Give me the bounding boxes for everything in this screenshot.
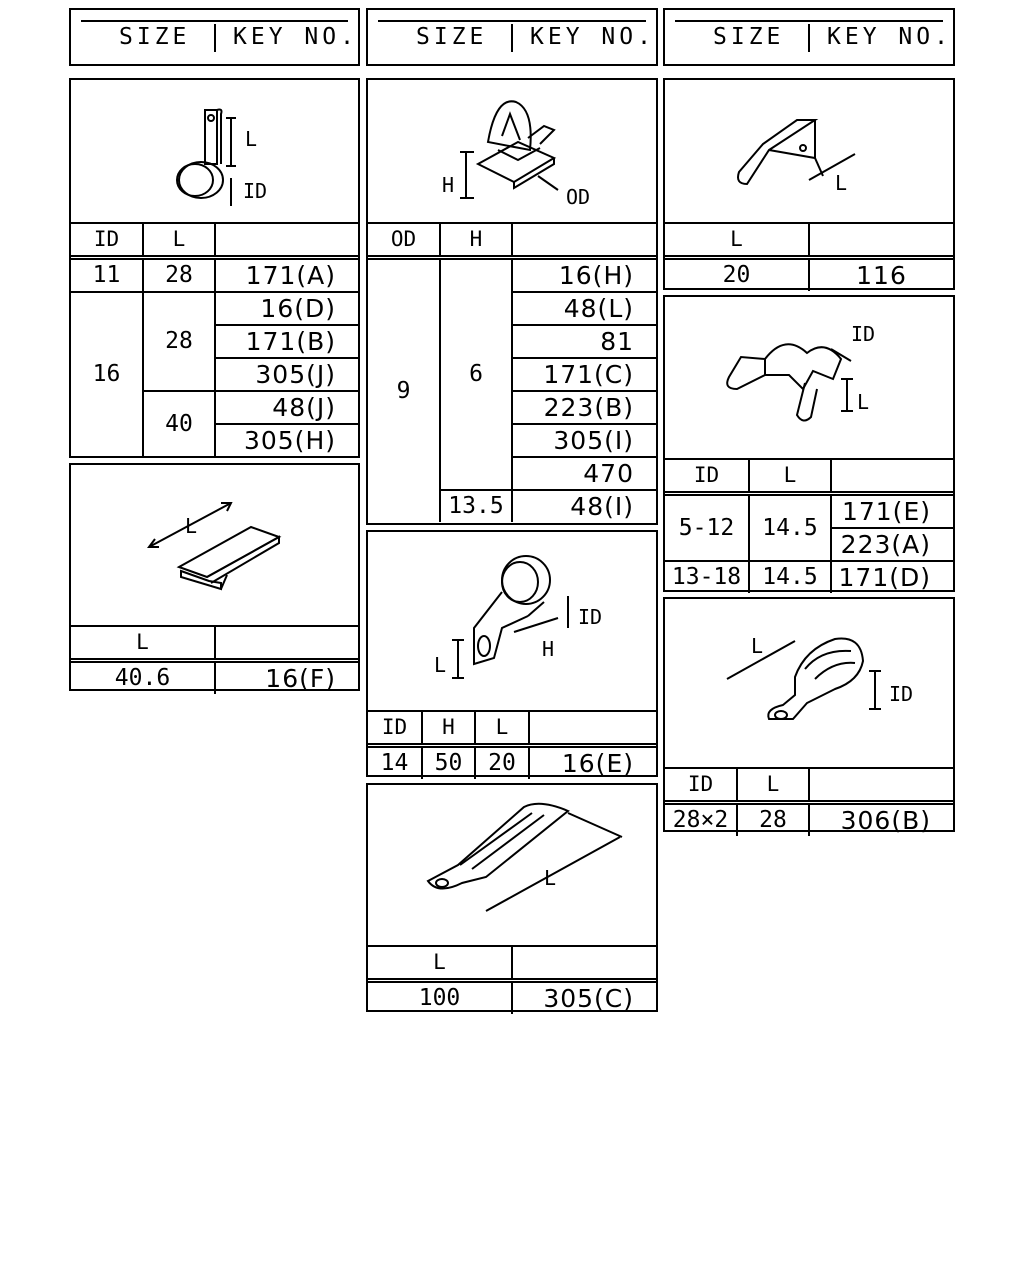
dim-l: L xyxy=(751,634,764,658)
col-l: L xyxy=(368,946,512,981)
cell-key: 81 xyxy=(512,325,656,358)
flat-clip-table xyxy=(71,625,358,694)
cell-h: 13.5 xyxy=(440,490,512,522)
flat-clip-figure xyxy=(71,465,358,625)
cell-id: 16 xyxy=(71,292,143,456)
double-clamp-table xyxy=(665,767,953,836)
size-header: SIZE xyxy=(416,24,488,50)
cell-key: 306(B) xyxy=(809,803,953,837)
column-header-3 xyxy=(663,8,955,66)
col-key xyxy=(809,768,953,803)
double-clamp-figure xyxy=(665,599,953,767)
col-key xyxy=(809,223,953,258)
panel-push-clip xyxy=(366,78,658,525)
cell-id: 28×2 xyxy=(665,803,737,837)
col-l: L xyxy=(665,223,809,258)
dim-od: OD xyxy=(566,185,591,209)
cell-key: 16(E) xyxy=(529,746,656,780)
col-l: L xyxy=(737,768,809,803)
cell-l: 20 xyxy=(475,746,529,780)
angle-clip-table xyxy=(665,222,953,291)
dim-id: ID xyxy=(851,322,876,346)
column-header-2 xyxy=(366,8,658,66)
col-key xyxy=(215,626,358,661)
cell-od: 9 xyxy=(368,258,440,523)
push-clip-figure xyxy=(368,80,656,222)
cell-key: 171(D) xyxy=(831,561,953,593)
dim-l: L xyxy=(835,171,848,195)
dim-id: ID xyxy=(243,179,268,203)
panel-double-clamp xyxy=(663,597,955,835)
cell-l: 40 xyxy=(143,391,215,456)
cell-key: 305(C) xyxy=(512,981,656,1015)
cell-id: 11 xyxy=(71,258,143,293)
clamp-ring-table xyxy=(71,222,358,456)
dim-h: H xyxy=(442,173,455,197)
size-header: SIZE xyxy=(119,24,191,50)
cell-id: 14 xyxy=(368,746,422,780)
column-header-1 xyxy=(69,8,360,66)
dim-l: L xyxy=(857,390,870,414)
col-id: ID xyxy=(368,711,422,746)
cell-l: 14.5 xyxy=(749,494,831,562)
offset-clamp-figure xyxy=(368,532,656,712)
col-key xyxy=(512,946,656,981)
col-id: ID xyxy=(665,459,749,494)
clamp-ring-figure xyxy=(71,80,358,222)
col-key xyxy=(512,223,656,258)
cell-key: 48(L) xyxy=(512,292,656,325)
dim-id: ID xyxy=(889,682,914,706)
dim-l: L xyxy=(185,514,198,538)
twin-clip-table xyxy=(665,458,953,593)
cell-id: 5-12 xyxy=(665,494,749,562)
key-header: KEY NO. xyxy=(827,24,952,50)
cell-l: 100 xyxy=(368,981,512,1015)
panel-strap xyxy=(366,783,658,1012)
cell-key: 171(C) xyxy=(512,358,656,391)
cell-l: 40.6 xyxy=(71,661,215,695)
dim-id: ID xyxy=(578,605,603,629)
cell-key: 16(D) xyxy=(215,292,358,325)
offset-clamp-table xyxy=(368,710,656,779)
cell-id: 13-18 xyxy=(665,561,749,593)
cell-l: 14.5 xyxy=(749,561,831,593)
cell-h: 50 xyxy=(422,746,475,780)
cell-key: 171(B) xyxy=(215,325,358,358)
key-header: KEY NO. xyxy=(233,24,358,50)
panel-angle-clip xyxy=(663,78,955,290)
cell-key: 48(I) xyxy=(512,490,656,522)
col-l: L xyxy=(475,711,529,746)
strap-table xyxy=(368,945,656,1014)
dim-l: L xyxy=(434,653,447,677)
cell-l: 28 xyxy=(737,803,809,837)
cell-key: 223(B) xyxy=(512,391,656,424)
col-l: L xyxy=(749,459,831,494)
key-header: KEY NO. xyxy=(530,24,655,50)
cell-key: 171(A) xyxy=(215,258,358,293)
dim-l: L xyxy=(245,127,258,151)
col-id: ID xyxy=(71,223,143,258)
push-clip-table xyxy=(368,222,656,522)
panel-twin-clip xyxy=(663,295,955,592)
cell-l: 28 xyxy=(143,258,215,293)
cell-h: 6 xyxy=(440,258,512,491)
cell-key: 305(J) xyxy=(215,358,358,391)
angle-clip-figure xyxy=(665,80,953,222)
col-h: H xyxy=(440,223,512,258)
panel-flat-clip xyxy=(69,463,360,691)
panel-clamp-ring xyxy=(69,78,360,458)
panel-offset-clamp xyxy=(366,530,658,777)
cell-key: 48(J) xyxy=(215,391,358,424)
cell-key: 16(H) xyxy=(512,258,656,293)
dim-l: L xyxy=(544,866,557,890)
col-l: L xyxy=(71,626,215,661)
cell-key: 305(H) xyxy=(215,424,358,456)
col-h: H xyxy=(422,711,475,746)
cell-l: 28 xyxy=(143,292,215,391)
col-id: ID xyxy=(665,768,737,803)
cell-key: 171(E) xyxy=(831,494,953,529)
col-key xyxy=(529,711,656,746)
col-l: L xyxy=(143,223,215,258)
cell-key: 223(A) xyxy=(831,528,953,561)
size-header: SIZE xyxy=(713,24,785,50)
col-key xyxy=(215,223,358,258)
strap-figure xyxy=(368,785,656,945)
col-od: OD xyxy=(368,223,440,258)
cell-key: 305(I) xyxy=(512,424,656,457)
cell-l: 20 xyxy=(665,258,809,292)
cell-key: 16(F) xyxy=(215,661,358,695)
twin-clip-figure xyxy=(665,297,953,459)
col-key xyxy=(831,459,953,494)
cell-key: 116 xyxy=(809,258,953,292)
dim-h: H xyxy=(542,637,555,661)
cell-key: 470 xyxy=(512,457,656,490)
